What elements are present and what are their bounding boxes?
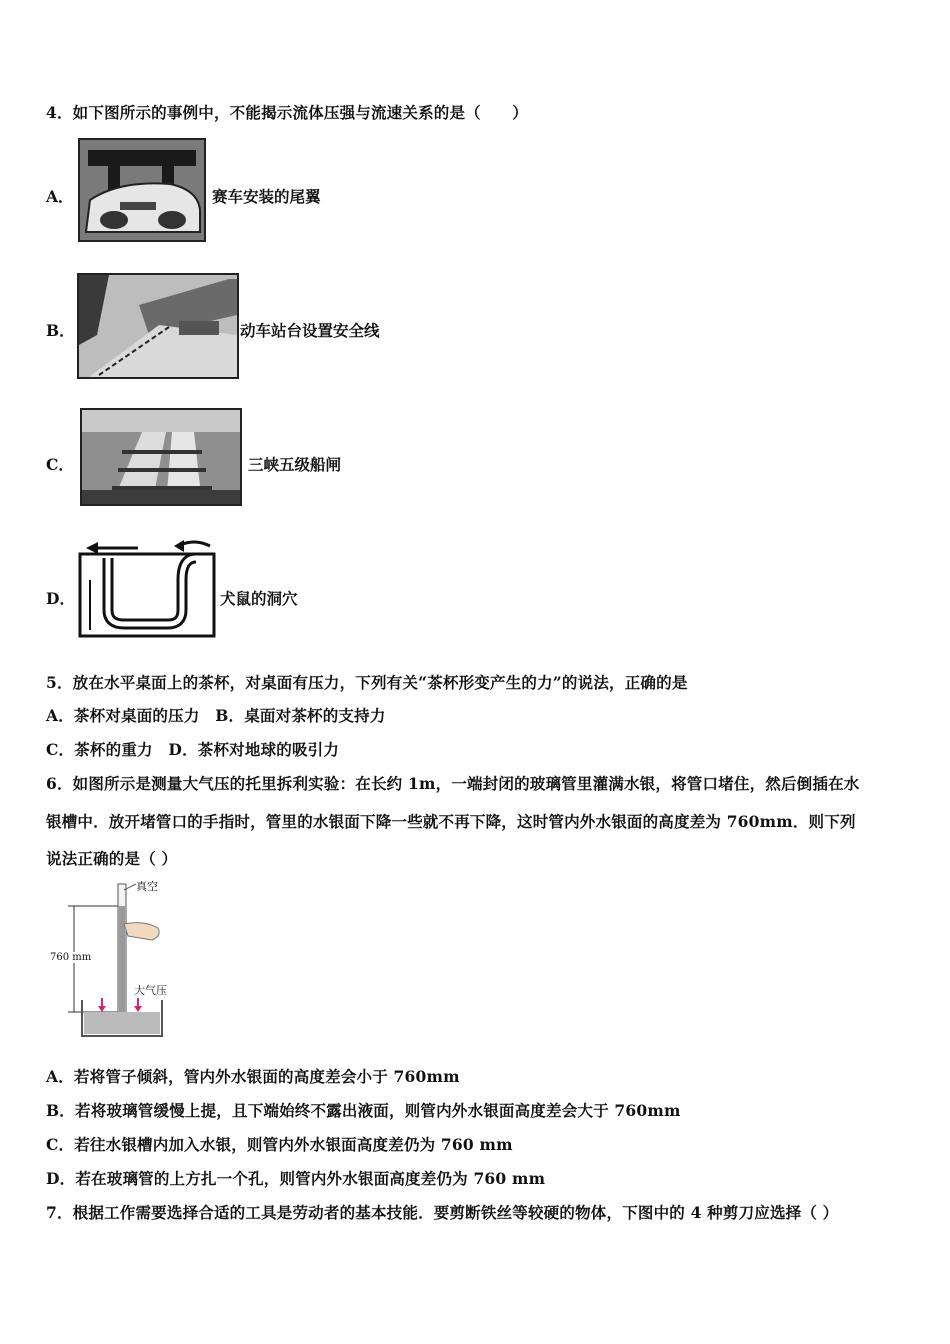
q4-option-b-caption: 动车站台设置安全线 [240,321,380,340]
torricelli-experiment-figure [48,876,188,1046]
vacuum-label: 真空 [136,880,158,893]
q5-options-line-1: A．茶杯对桌面的压力 B．桌面对茶杯的支持力 [46,706,386,725]
q4-option-a-image [78,138,206,242]
q4-stem: 4．如下图所示的事例中，不能揭示流体压强与流速关系的是（ ） [46,103,528,122]
prairie-dog-burrow-diagram [78,540,218,638]
q5-options-line-2: C．茶杯的重力 D．茶杯对地球的吸引力 [46,740,340,759]
q5-stem: 5．放在水平桌面上的茶杯，对桌面有压力，下列有关“茶杯形变产生的力”的说法，正确的是 [46,673,688,692]
q4-option-c-image [80,408,242,506]
q4-option-d-image [78,540,218,638]
q4-option-b-image [77,273,239,379]
q6-option-a: A．若将管子倾斜，管内外水银面的高度差会小于 760mm [46,1067,460,1086]
q6-option-c: C．若往水银槽内加入水银，则管内外水银面高度差仍为 760 mm [46,1135,513,1154]
q4-option-c-caption: 三峡五级船闸 [248,455,342,474]
q6-stem-line-1: 6．如图所示是测量大气压的托里拆利实验：在长约 1m，一端封闭的玻璃管里灌满水银，将管口堵住，然后倒插在水 [46,774,860,793]
q4-option-d-letter: D． [46,589,75,608]
q4-option-a-letter: A． [46,187,74,206]
q4-option-c-letter: C． [46,455,74,474]
ship-lock-image [82,410,240,504]
q4-option-b-letter: B． [46,321,75,340]
q7-stem: 7．根据工作需要选择合适的工具是劳动者的基本技能．要剪断铁丝等较硬的物体，下图中的 4 种剪刀应选择（ ） [46,1203,839,1222]
height-760mm-label: 760 mm [50,952,92,963]
race-car-wing-image [80,140,204,240]
q6-stem-line-2: 银槽中．放开堵管口的手指时，管里的水银面下降一些就不再下降，这时管内外水银面的高度差为 760mm．则下列 [46,812,856,831]
q6-stem-line-3: 说法正确的是（ ） [46,849,178,868]
atmospheric-pressure-label: 大气压 [134,984,167,997]
q6-option-b: B．若将玻璃管缓慢上提，且下端始终不露出液面，则管内外水银面高度差会大于 760mm [46,1101,681,1120]
train-platform-image [79,275,237,377]
q6-option-d: D．若在玻璃管的上方扎一个孔，则管内外水银面高度差仍为 760 mm [46,1169,546,1188]
q4-option-a-caption: 赛车安装的尾翼 [212,187,321,206]
q4-option-d-caption: 犬鼠的洞穴 [220,589,298,608]
